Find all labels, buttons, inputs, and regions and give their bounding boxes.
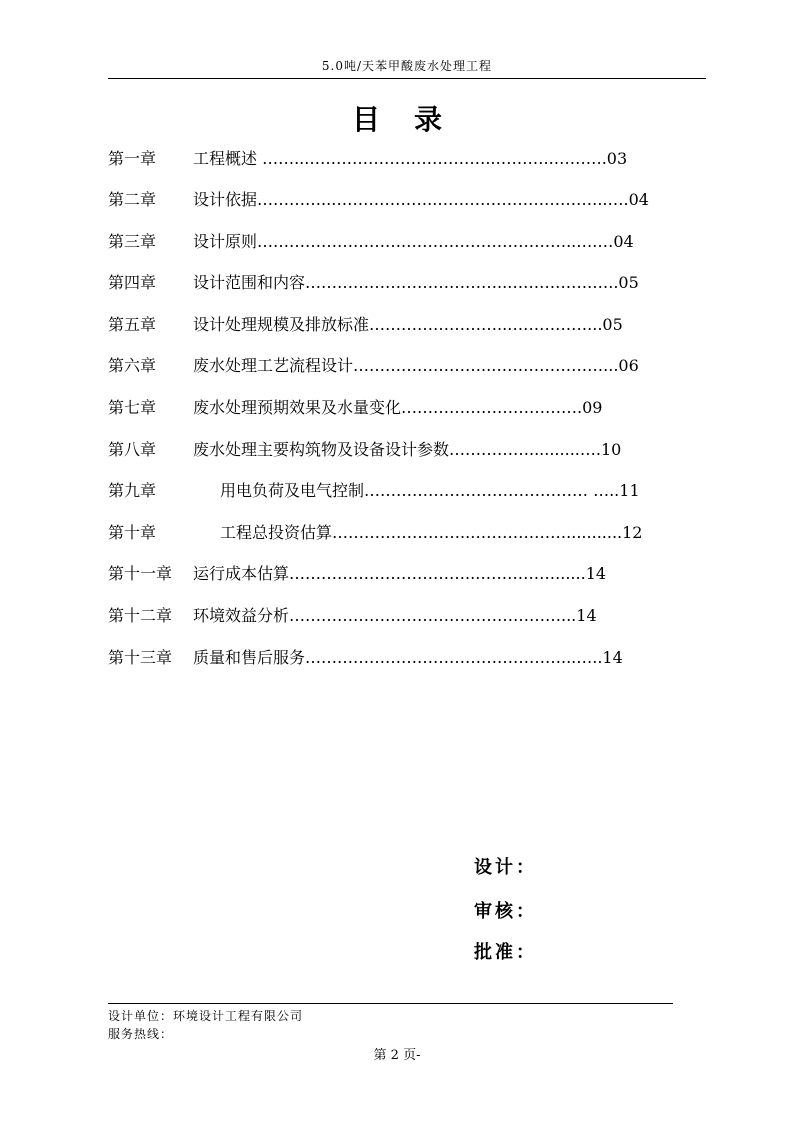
page-title: 目录 [351, 103, 476, 136]
toc-entry: 工程概述 ……...……………………………..………..……….03 [193, 149, 628, 168]
toc-row-1[interactable] [108, 147, 698, 171]
toc-entry: 运行成本估算……………………………..……………......14 [193, 564, 607, 583]
footer-divider [108, 1003, 673, 1004]
toc-row-2[interactable] [108, 188, 698, 212]
toc-entry: 设计原则……………………….…………………………..….…04 [193, 232, 634, 251]
design-signature-label: 设计： [474, 857, 537, 878]
review-signature-label: 审核： [474, 901, 537, 922]
toc-chapter: 第十二章 [108, 606, 173, 625]
page-number: 第 2 页- [373, 1048, 421, 1063]
toc-chapter: 第十三章 [108, 648, 173, 667]
toc-chapter: 第一章 [108, 149, 157, 168]
toc-chapter: 第二章 [108, 190, 157, 209]
running-header: 5.0吨/天苯甲酸废水处理工程 [321, 59, 493, 73]
toc-chapter: 第五章 [108, 315, 157, 334]
toc-entry: 废水处理预期效果及水量变化…………………………….09 [193, 398, 603, 417]
toc-entry: 质量和售后服务…………………………………………...…..14 [193, 648, 623, 667]
toc-row-4[interactable] [108, 271, 698, 295]
toc-chapter: 第四章 [108, 273, 157, 292]
footer-hotline: 服务热线： [108, 1027, 174, 1041]
toc-row-3[interactable] [108, 230, 698, 254]
toc-row-8[interactable] [108, 438, 698, 462]
toc-entry: 工程总投资估算……………………..………………...........12 [220, 523, 643, 542]
toc-entry: 废水处理主要构筑物及设备设计参数……………..........….10 [193, 440, 622, 459]
toc-row-9[interactable] [108, 479, 698, 503]
toc-chapter: 第三章 [108, 232, 157, 251]
toc-chapter: 第八章 [108, 440, 157, 459]
toc-row-11[interactable] [108, 562, 698, 586]
toc-chapter: 第十一章 [108, 564, 173, 583]
approve-signature-label: 批准： [474, 942, 537, 963]
toc-entry: 设计依据…………..………………..…………………………..….04 [193, 190, 649, 209]
footer-design-unit: 设计单位：环境设计工程有限公司 [108, 1009, 304, 1023]
toc-row-13[interactable] [108, 646, 698, 670]
toc-entry: 废水处理工艺流程设计……………………..…………………...06 [193, 356, 639, 375]
toc-row-6[interactable] [108, 354, 698, 378]
header-divider [108, 78, 706, 79]
toc-entry: 用电负荷及电气控制…………………………………… …..11 [220, 481, 640, 500]
toc-row-5[interactable] [108, 313, 698, 337]
toc-row-7[interactable] [108, 396, 698, 420]
toc-chapter: 第九章 [108, 481, 157, 500]
toc-row-12[interactable] [108, 604, 698, 628]
toc-chapter: 第十章 [108, 523, 157, 542]
toc-entry: 设计处理规模及排放标准……………………..……………...05 [193, 315, 623, 334]
toc-row-10[interactable] [108, 521, 698, 545]
toc-entry: 设计范围和内容………………………………..…………….…..05 [193, 273, 639, 292]
toc-chapter: 第六章 [108, 356, 157, 375]
toc-chapter: 第七章 [108, 398, 157, 417]
toc-entry: 环境效益分析……………………………………………...14 [193, 606, 597, 625]
